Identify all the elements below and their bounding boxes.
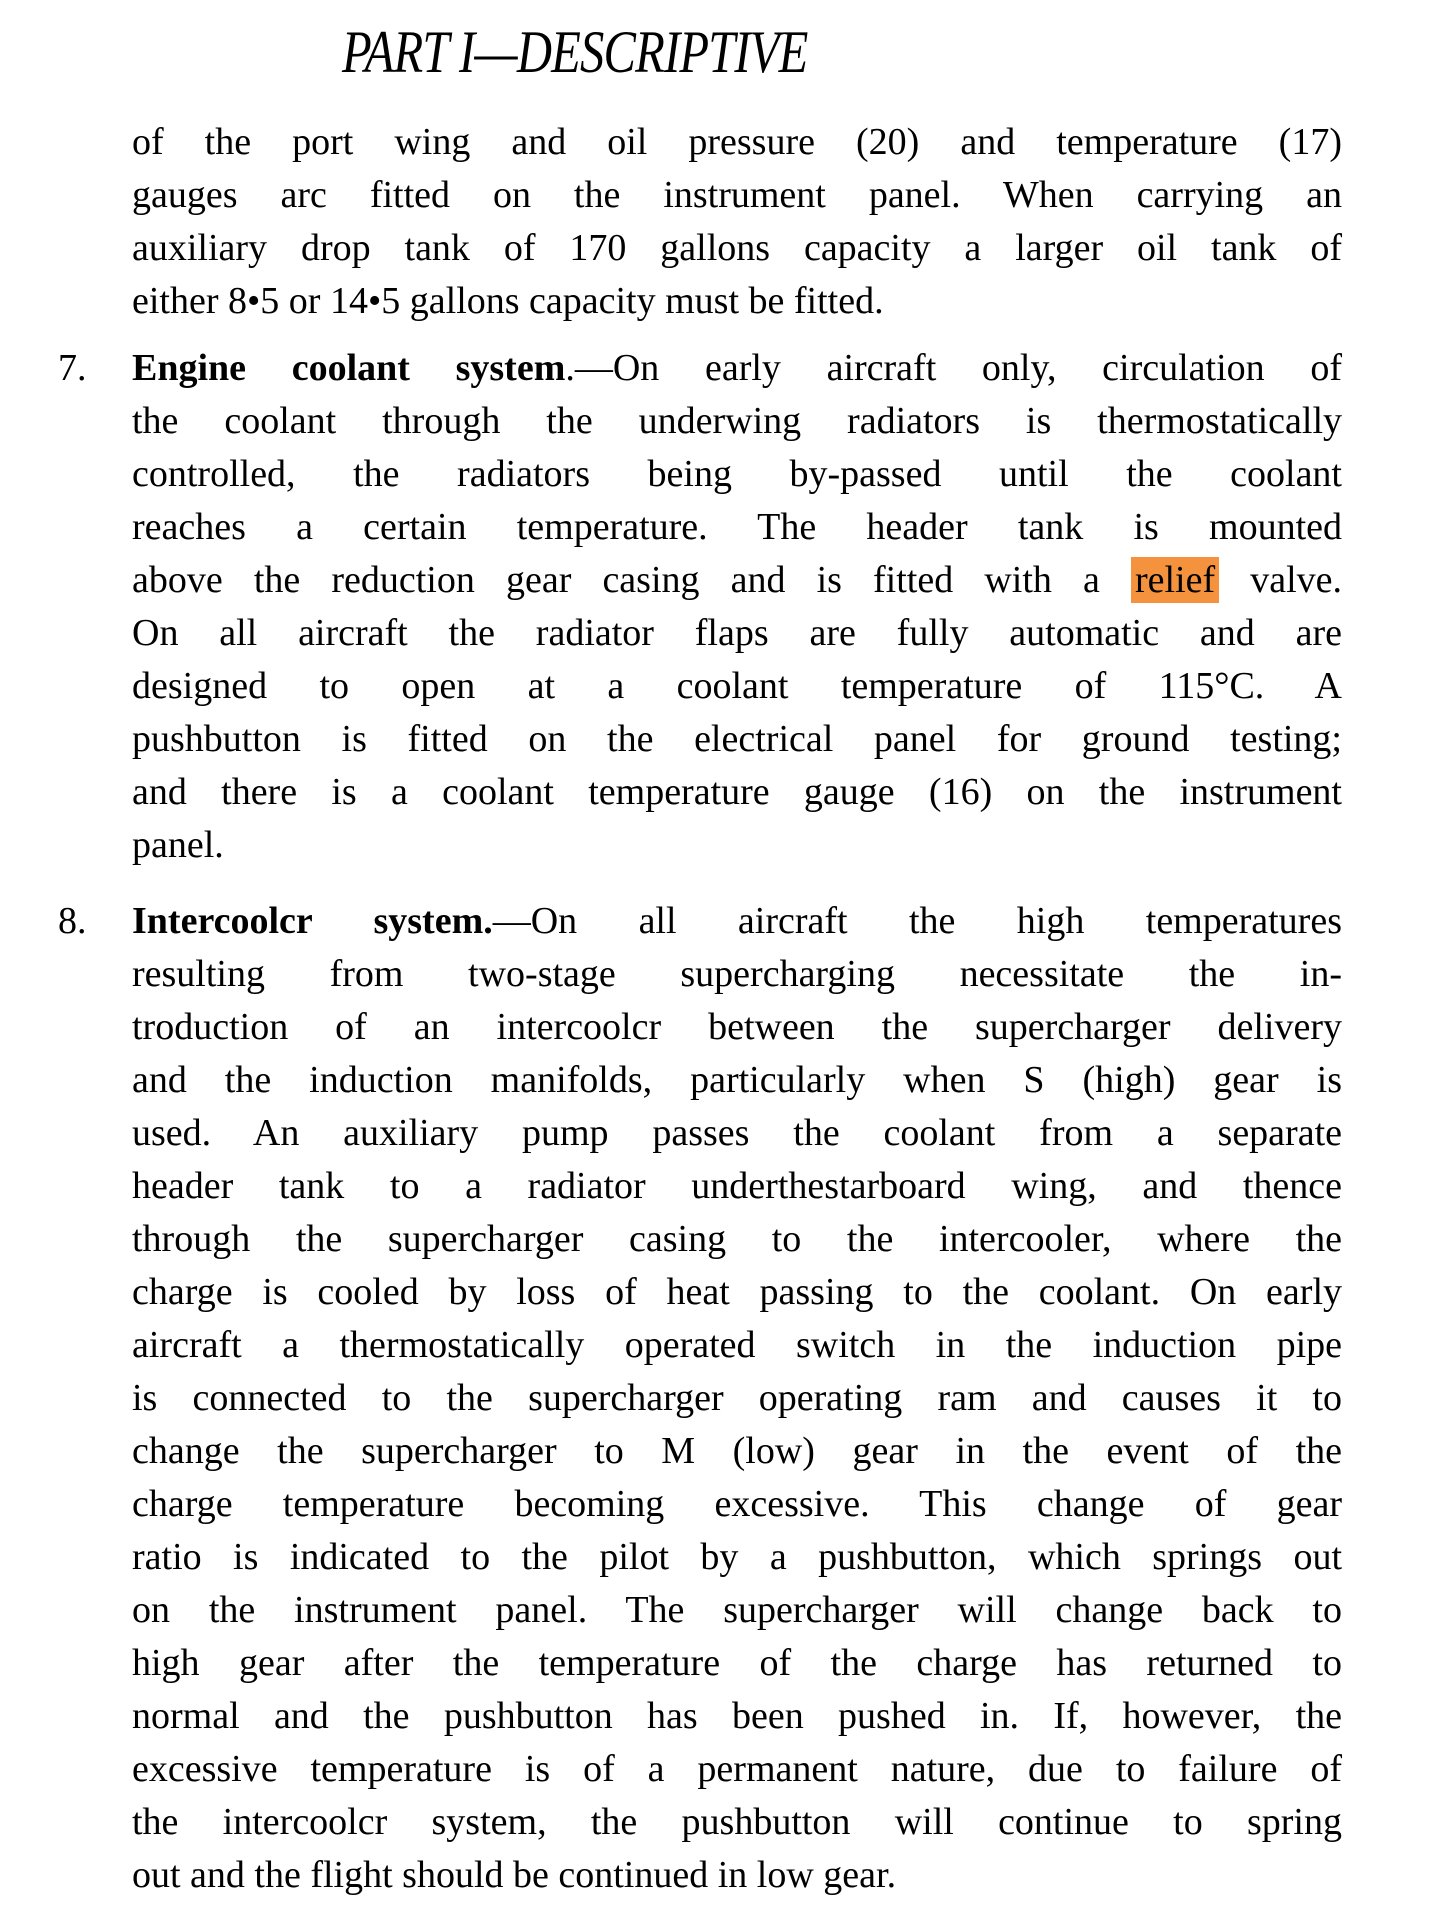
text-line — [132, 116, 1342, 169]
text-line — [132, 501, 1342, 554]
paragraph — [58, 116, 1342, 328]
text-segment: of the port wing and oil pressure (20) and temperature (17) — [132, 121, 1342, 163]
paragraph — [58, 895, 1342, 1902]
paragraph-number: 7. — [58, 347, 87, 389]
text-segment: the coolant through the underwing radiators is thermostatically — [132, 400, 1342, 442]
page-content — [58, 20, 1342, 1902]
text-line — [132, 895, 1342, 948]
text-line — [132, 1213, 1342, 1266]
text-segment: reaches a certain temperature. The header tank is mounted — [132, 506, 1342, 548]
text-line — [132, 1531, 1342, 1584]
text-line — [132, 1372, 1342, 1425]
text-line — [132, 948, 1342, 1001]
text-segment: resulting from two-stage supercharging necessitate the in- — [132, 953, 1342, 995]
text-segment: troduction of an intercoolcr between the supercharger delivery — [132, 1006, 1342, 1048]
text-segment: normal and the pushbutton has been pushed in. If, however, the — [132, 1695, 1342, 1737]
text-line — [132, 1849, 1342, 1902]
document-body — [58, 116, 1342, 1902]
text-segment: ratio is indicated to the pilot by a pushbutton, which springs out — [132, 1536, 1342, 1578]
text-line — [132, 660, 1342, 713]
text-line — [132, 1743, 1342, 1796]
text-segment: designed to open at a coolant temperature of 115°C. A — [132, 665, 1342, 707]
text-segment: valve. — [1219, 559, 1342, 601]
text-line — [132, 448, 1342, 501]
text-segment: header tank to a radiator underthestarboard wing, and thence — [132, 1165, 1342, 1207]
text-segment: used. An auxiliary pump passes the coolant from a separate — [132, 1112, 1342, 1154]
text-line — [132, 1796, 1342, 1849]
text-line — [132, 275, 1342, 328]
text-segment: and there is a coolant temperature gauge (16) on the instrument — [132, 771, 1342, 813]
text-segment: pushbutton is fitted on the electrical panel for ground testing; — [132, 718, 1342, 760]
text-segment: is connected to the supercharger operating ram and causes it to — [132, 1377, 1342, 1419]
text-line — [132, 1160, 1342, 1213]
text-segment: —On all aircraft the high temperatures — [492, 900, 1342, 942]
text-line — [132, 607, 1342, 660]
text-line — [132, 222, 1342, 275]
text-segment: controlled, the radiators being by-passed until the coolant — [132, 453, 1342, 495]
text-line — [132, 1425, 1342, 1478]
text-line — [132, 1584, 1342, 1637]
bold-text: Intercoolcr system. — [132, 900, 493, 942]
text-segment: and the induction manifolds, particularly when S (high) gear is — [132, 1059, 1342, 1101]
text-line — [132, 1266, 1342, 1319]
paragraph — [58, 342, 1342, 872]
text-line — [132, 1319, 1342, 1372]
text-segment: out and the flight should be continued in low gear. — [132, 1854, 897, 1896]
text-line — [132, 342, 1342, 395]
text-line — [132, 554, 1342, 607]
text-line — [132, 1107, 1342, 1160]
text-line — [132, 819, 1342, 872]
text-segment: auxiliary drop tank of 170 gallons capacity a larger oil tank of — [132, 227, 1342, 269]
text-segment: charge is cooled by loss of heat passing to the coolant. On early — [132, 1271, 1342, 1313]
text-line — [132, 169, 1342, 222]
text-line — [132, 395, 1342, 448]
text-segment: above the reduction gear casing and is fitted with a — [132, 559, 1131, 601]
page-title: PART I—DESCRIPTIVE — [342, 19, 808, 85]
text-line — [132, 1690, 1342, 1743]
text-segment: gauges arc fitted on the instrument panel. When carrying an — [132, 174, 1342, 216]
text-segment: excessive temperature is of a permanent nature, due to failure of — [132, 1748, 1342, 1790]
text-line — [132, 1001, 1342, 1054]
text-line — [132, 713, 1342, 766]
text-segment: On all aircraft the radiator flaps are fully automatic and are — [132, 612, 1342, 654]
text-segment: charge temperature becoming excessive. This change of gear — [132, 1483, 1342, 1525]
text-segment: either 8•5 or 14•5 gallons capacity must be fitted. — [132, 280, 884, 322]
bold-text: Engine coolant system — [132, 347, 566, 389]
text-segment: .—On early aircraft only, circulation of — [565, 347, 1342, 389]
text-segment: aircraft a thermostatically operated switch in the induction pipe — [132, 1324, 1342, 1366]
text-segment: on the instrument panel. The supercharger will change back to — [132, 1589, 1342, 1631]
text-segment: change the supercharger to M (low) gear in the event of the — [132, 1430, 1342, 1472]
text-segment: through the supercharger casing to the intercooler, where the — [132, 1218, 1342, 1260]
text-segment: the intercoolcr system, the pushbutton will continue to spring — [132, 1801, 1342, 1843]
highlighted-text: relief — [1131, 557, 1219, 603]
text-line — [132, 1478, 1342, 1531]
text-segment: high gear after the temperature of the charge has returned to — [132, 1642, 1342, 1684]
text-line — [132, 1054, 1342, 1107]
text-segment: panel. — [132, 824, 224, 866]
text-line — [132, 766, 1342, 819]
paragraph-number: 8. — [58, 900, 87, 942]
text-line — [132, 1637, 1342, 1690]
